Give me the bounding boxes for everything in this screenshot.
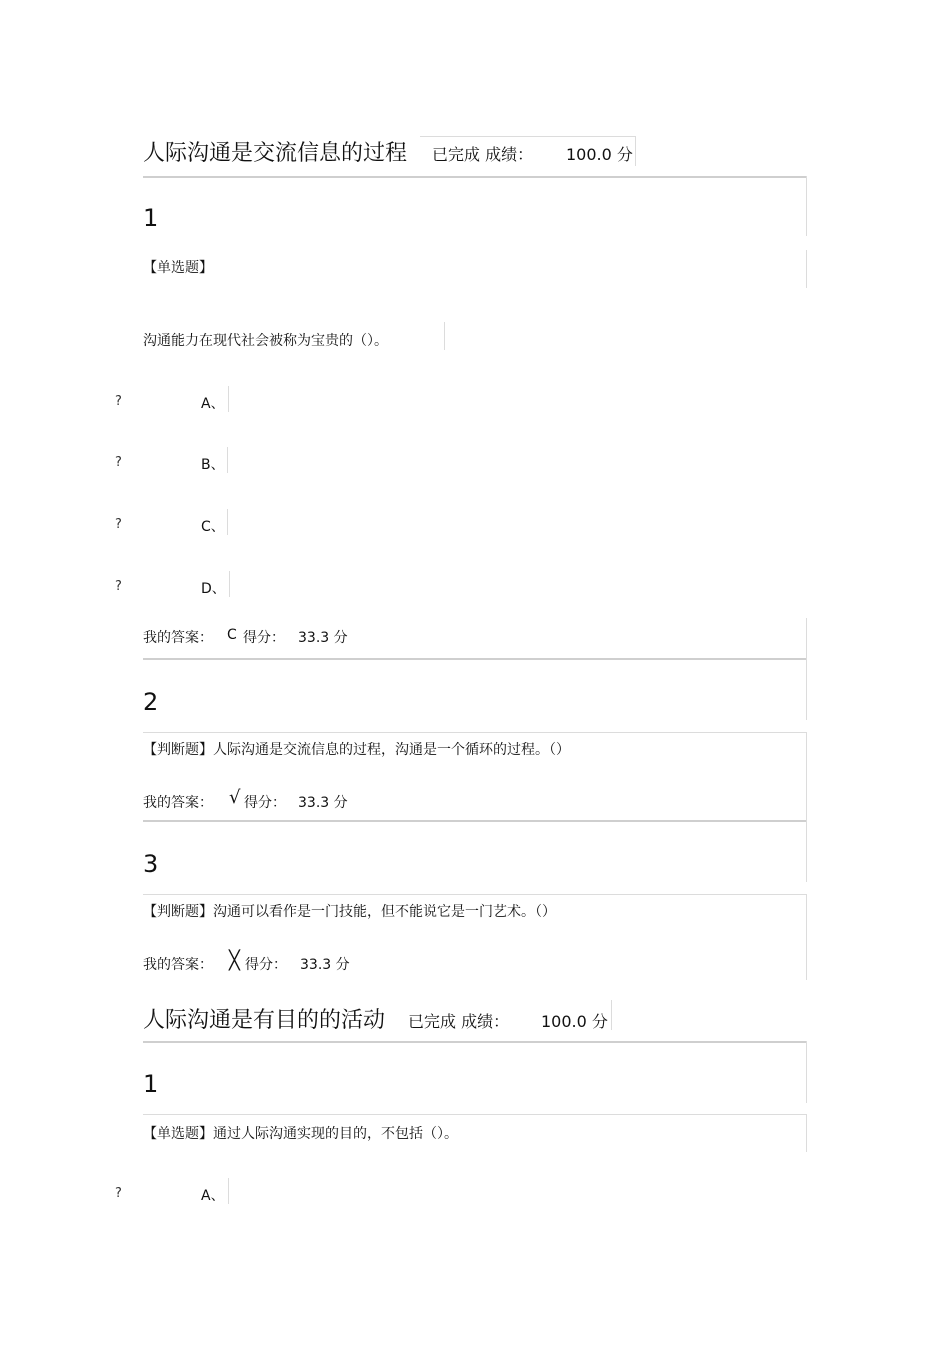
score-value: 33.3 分 <box>300 957 350 973</box>
divider <box>806 1114 807 1152</box>
divider <box>806 176 807 236</box>
divider <box>635 136 636 166</box>
score-value: 33.3 分 <box>298 630 348 646</box>
answer-label: 我的答案： <box>143 630 213 646</box>
score-label: 得分： <box>245 957 287 973</box>
question-number: 1 <box>143 204 159 232</box>
section-score: 100.0 分 <box>541 1012 608 1031</box>
divider <box>420 136 636 137</box>
option-label: D、 <box>201 581 226 597</box>
divider <box>806 618 807 658</box>
question-text: 【判断题】沟通可以看作是一门技能，但不能说它是一门艺术。（） <box>143 904 556 920</box>
question-text: 【单选题】通过人际沟通实现的目的，不包括（）。 <box>143 1126 458 1142</box>
divider <box>444 322 445 350</box>
question-divider <box>143 176 807 178</box>
answer-label: 我的答案： <box>143 795 213 811</box>
divider <box>806 250 807 288</box>
divider <box>228 1178 229 1204</box>
divider <box>806 894 807 980</box>
check-mark: √ <box>229 787 241 808</box>
question-type: 【单选题】 <box>143 260 213 276</box>
question-text: 【判断题】人际沟通是交流信息的过程，沟通是一个循环的过程。（） <box>143 742 570 758</box>
option-marker: ? <box>115 579 122 594</box>
divider <box>227 509 228 535</box>
score-value: 33.3 分 <box>298 795 348 811</box>
score-label: 得分： <box>243 630 285 646</box>
option-marker: ? <box>115 394 122 409</box>
option-label: C、 <box>201 519 225 535</box>
cross-mark: ╳ <box>229 950 240 971</box>
divider <box>143 894 807 895</box>
option-marker: ? <box>115 1186 122 1201</box>
section-title: 人际沟通是交流信息的过程 <box>143 141 408 166</box>
divider <box>228 386 229 412</box>
divider <box>143 732 807 733</box>
answer-label: 我的答案： <box>143 957 213 973</box>
question-text: 沟通能力在现代社会被称为宝贵的（）。 <box>143 333 388 349</box>
section-status: 已完成 成绩： <box>408 1012 510 1031</box>
section-title: 人际沟通是有目的的活动 <box>143 1008 386 1033</box>
question-divider <box>143 820 807 822</box>
divider <box>806 658 807 720</box>
divider <box>229 571 230 597</box>
divider <box>806 1041 807 1103</box>
section-status: 已完成 成绩： <box>432 145 534 164</box>
question-number: 2 <box>143 688 159 716</box>
answer-value: C <box>227 627 237 643</box>
option-label: B、 <box>201 457 225 473</box>
divider <box>806 820 807 882</box>
option-marker: ? <box>115 455 122 470</box>
option-label: A、 <box>201 396 225 412</box>
question-divider <box>143 658 807 660</box>
divider <box>227 447 228 473</box>
divider <box>806 732 807 820</box>
question-number: 3 <box>143 850 159 878</box>
question-number: 1 <box>143 1070 159 1098</box>
score-label: 得分： <box>244 795 286 811</box>
divider <box>611 1000 612 1030</box>
option-label: A、 <box>201 1188 225 1204</box>
option-marker: ? <box>115 517 122 532</box>
section-score: 100.0 分 <box>566 145 633 164</box>
question-divider <box>143 1041 807 1043</box>
divider <box>143 1114 807 1115</box>
